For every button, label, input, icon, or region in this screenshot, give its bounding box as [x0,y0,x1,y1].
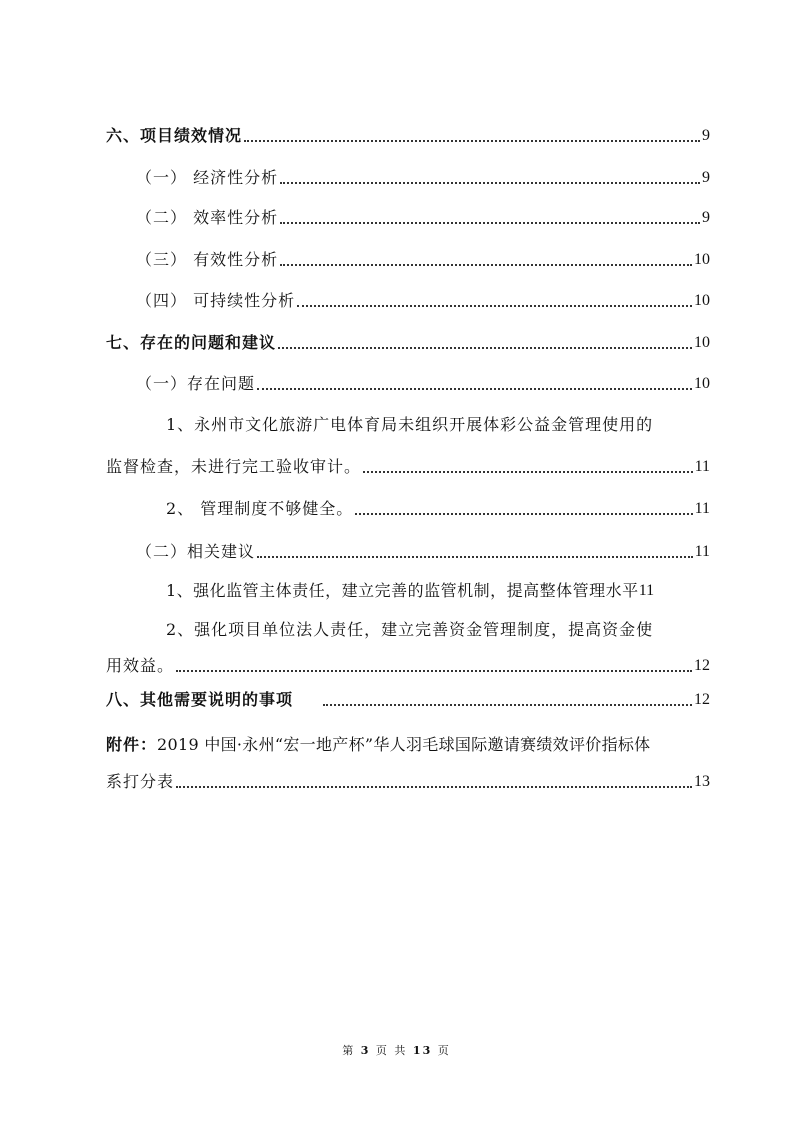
footer-prefix: 第 [342,1044,356,1057]
toc-entry-title: 2、 管理制度不够健全。 [166,499,354,518]
toc-entry-7-2-2-line2[interactable] [106,656,710,676]
toc-entry-7-1-1-line1[interactable]: 1、永州市文化旅游广电体育局未组织开展体彩公益金管理使用的 [166,415,654,434]
toc-entry-title: （四） 可持续性分析 [136,291,296,310]
toc-entry-section-6[interactable] [106,126,710,146]
toc-entry-6-4[interactable] [136,291,710,311]
toc-page-number: 11 [638,582,655,599]
toc-page-number: 11 [694,543,710,560]
toc-entry-title: 系打分表 [106,772,175,791]
toc-entry-title: 监督检查，未进行完工验收审计。 [106,457,362,476]
toc-entry-title: （二）相关建议 [136,542,256,561]
toc-page-number: 9 [702,209,710,226]
dot-leader [280,182,700,184]
footer-suffix: 页 [437,1044,451,1057]
toc-entry-title: 用效益。 [106,656,175,675]
toc-page-number: 9 [702,169,710,186]
toc-entry-section-7[interactable] [106,333,710,353]
dot-leader [257,556,693,558]
toc-entry-title: （三） 有效性分析 [136,250,279,269]
toc-page-number: 12 [694,691,710,708]
dot-leader [257,388,692,390]
toc-page-number: 10 [694,375,710,392]
dot-leader [280,222,700,224]
dot-leader [355,513,692,515]
toc-entry-7-1-2[interactable] [166,499,710,519]
toc-entry-6-3[interactable] [136,250,710,270]
dot-leader [244,140,700,142]
toc-entry-title: （一） 经济性分析 [136,168,279,187]
page-footer [0,1042,793,1058]
dot-leader [278,347,692,349]
toc-entry-title: （一）存在问题 [136,374,256,393]
attachment-label: 附件： [106,735,158,754]
toc-page-number: 10 [694,251,710,268]
toc-entry-attachment-line1[interactable] [106,735,650,755]
toc-page-number: 12 [694,657,710,674]
footer-current-page: 3 [360,1044,371,1057]
toc-entry-6-2[interactable] [136,208,710,228]
toc-page-number: 11 [694,500,710,517]
toc-entry-attachment-line2[interactable] [106,772,710,792]
toc-entry-title: （二） 效率性分析 [136,208,279,227]
toc-entry-title: 六、项目绩效情况 [106,126,243,145]
toc-page-number: 13 [694,773,710,790]
toc-entry-7-1-1-line2[interactable] [106,457,710,477]
toc-page-number: 10 [694,292,710,309]
toc-entry-7-1[interactable] [136,374,710,394]
toc-entry-title: 1、强化监管主体责任，建立完善的监管机制，提高整体管理水平 [166,581,639,600]
dot-leader [176,786,692,788]
footer-mid: 页 共 [375,1044,408,1057]
toc-page-number: 10 [694,334,710,351]
toc-entry-section-8[interactable] [106,690,710,710]
toc-entry-7-2-2-line1[interactable]: 2、强化项目单位法人责任，建立完善资金管理制度，提高资金使 [166,620,654,639]
footer-total-pages: 13 [412,1044,433,1057]
dot-leader [363,471,693,473]
dot-leader [323,704,692,706]
toc-page-number: 11 [694,458,710,475]
toc-entry-title: 八、其他需要说明的事项 [106,690,294,709]
dot-leader [297,305,692,307]
toc-entry-title: 七、存在的问题和建议 [106,333,277,352]
toc-entry-7-2-1[interactable] [166,581,710,601]
dot-leader [280,264,692,266]
attachment-title: 2019 中国·永州“宏一地产杯”华人羽毛球国际邀请赛绩效评价指标体 [157,735,651,754]
toc-page-number: 9 [702,127,710,144]
toc-entry-7-2[interactable] [136,542,710,562]
dot-leader [176,670,692,672]
toc-entry-6-1[interactable] [136,168,710,188]
